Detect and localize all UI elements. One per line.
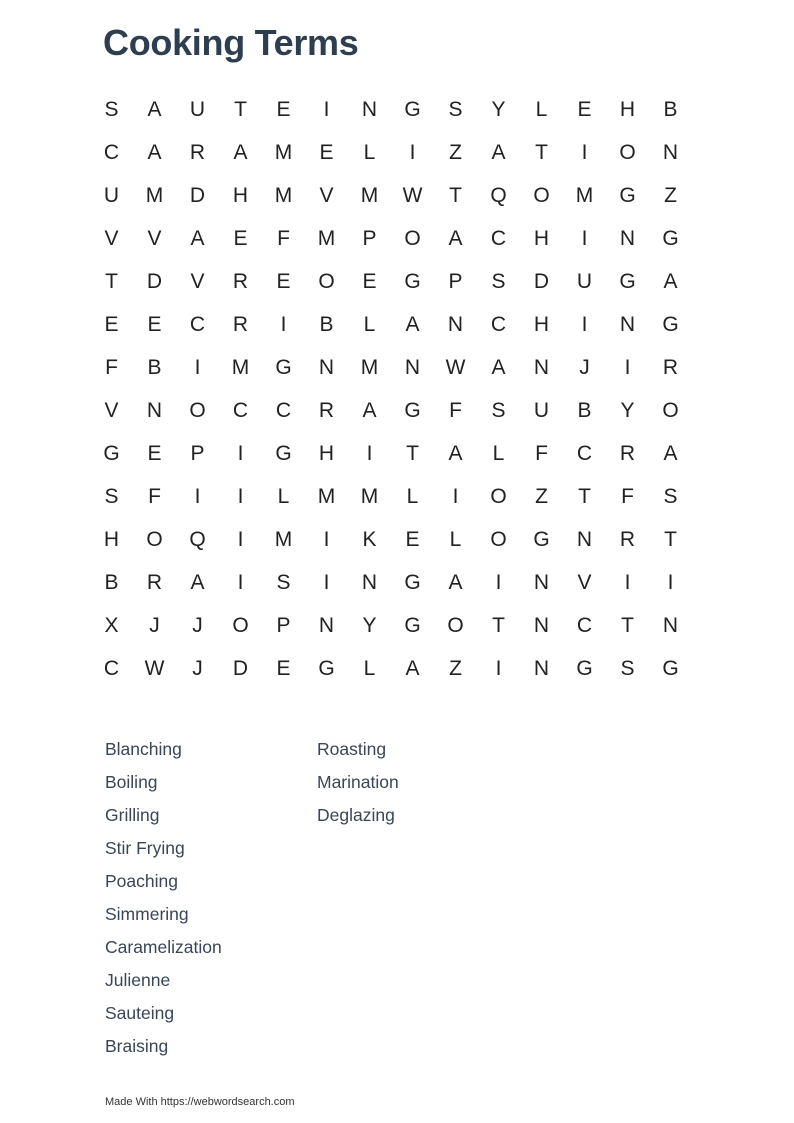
grid-letter: S	[104, 484, 119, 508]
grid-letter: O	[619, 140, 636, 164]
grid-letter: E	[319, 140, 334, 164]
grid-letter: T	[234, 97, 247, 121]
grid-letter: M	[360, 183, 379, 207]
grid-letter: H	[318, 441, 335, 465]
grid-letter: I	[194, 484, 201, 508]
grid-letter: E	[276, 656, 291, 680]
grid-letter: E	[362, 269, 377, 293]
grid-letter: W	[445, 355, 466, 379]
page-title: Cooking Terms	[103, 22, 359, 63]
grid-letter: B	[577, 398, 592, 422]
word-list-item: Stir Frying	[105, 838, 185, 858]
grid-letter: X	[104, 613, 119, 637]
grid-letter: N	[533, 570, 550, 594]
grid-letter: M	[274, 527, 293, 551]
grid-letter: V	[319, 183, 334, 207]
grid-letter: I	[409, 140, 416, 164]
grid-letter: I	[495, 656, 502, 680]
grid-letter: Y	[362, 613, 377, 637]
word-list-item: Blanching	[105, 739, 182, 759]
grid-letter: S	[491, 269, 506, 293]
grid-letter: V	[577, 570, 592, 594]
grid-letter: J	[192, 613, 203, 637]
letter-grid	[90, 88, 692, 690]
grid-letter: A	[362, 398, 377, 422]
word-list-item: Marination	[317, 772, 399, 792]
grid-letter: N	[533, 355, 550, 379]
grid-letter: F	[449, 398, 462, 422]
grid-letter: O	[533, 183, 550, 207]
grid-letter: M	[317, 484, 336, 508]
grid-letter: N	[619, 226, 636, 250]
grid-letter: E	[577, 97, 592, 121]
grid-letter: M	[575, 183, 594, 207]
grid-letter: N	[662, 140, 679, 164]
grid-letter: H	[619, 97, 636, 121]
grid-letter: O	[146, 527, 163, 551]
grid-letter: G	[103, 441, 120, 465]
grid-letter: A	[663, 269, 678, 293]
grid-letter: I	[323, 527, 330, 551]
grid-letter: G	[404, 269, 421, 293]
grid-letter: H	[103, 527, 120, 551]
grid-letter: L	[492, 441, 505, 465]
grid-letter: C	[576, 613, 593, 637]
grid-letter: C	[275, 398, 292, 422]
grid-letter: B	[319, 312, 334, 336]
grid-letter: T	[535, 140, 548, 164]
grid-letter: C	[576, 441, 593, 465]
grid-letter: G	[404, 613, 421, 637]
grid-letter: S	[620, 656, 635, 680]
grid-letter: M	[145, 183, 164, 207]
grid-letter: G	[533, 527, 550, 551]
grid-letter: G	[404, 398, 421, 422]
grid-letter: S	[491, 398, 506, 422]
grid-letter: M	[231, 355, 250, 379]
grid-letter: E	[276, 269, 291, 293]
word-list-item: Grilling	[105, 805, 160, 825]
grid-letter: M	[274, 140, 293, 164]
grid-letter: G	[404, 570, 421, 594]
grid-letter: I	[237, 484, 244, 508]
grid-letter: H	[533, 226, 550, 250]
grid-letter: W	[402, 183, 423, 207]
word-list-item: Sauteing	[105, 1003, 175, 1023]
grid-letter: O	[662, 398, 679, 422]
word-list-item: Roasting	[317, 739, 387, 759]
grid-letter: I	[323, 570, 330, 594]
grid-letter: N	[662, 613, 679, 637]
grid-letter: U	[533, 398, 550, 422]
grid-letter: C	[189, 312, 206, 336]
grid-letter: J	[192, 656, 203, 680]
grid-letter: U	[103, 183, 120, 207]
grid-letter: F	[105, 355, 118, 379]
grid-letter: E	[147, 441, 162, 465]
grid-letter: A	[448, 570, 463, 594]
grid-letter: G	[662, 312, 679, 336]
grid-letter: I	[581, 140, 588, 164]
grid-letter: G	[576, 656, 593, 680]
grid-letter: Z	[535, 484, 548, 508]
grid-letter: O	[490, 484, 507, 508]
grid-letter: I	[667, 570, 674, 594]
grid-letter: B	[147, 355, 162, 379]
grid-letter: N	[146, 398, 163, 422]
grid-letter: N	[619, 312, 636, 336]
grid-letter: K	[362, 527, 377, 551]
grid-letter: R	[146, 570, 163, 594]
grid-letter: V	[104, 398, 119, 422]
grid-letter: T	[492, 613, 505, 637]
grid-letter: J	[579, 355, 590, 379]
grid-letter: G	[275, 441, 292, 465]
grid-letter: N	[318, 613, 335, 637]
word-list-item: Caramelization	[105, 937, 222, 957]
grid-letter: O	[189, 398, 206, 422]
grid-letter: I	[624, 355, 631, 379]
grid-letter: G	[662, 226, 679, 250]
grid-letter: A	[405, 656, 420, 680]
grid-letter: A	[190, 226, 205, 250]
grid-letter: M	[360, 355, 379, 379]
grid-letter: V	[190, 269, 205, 293]
word-list	[105, 737, 529, 1067]
grid-letter: N	[533, 613, 550, 637]
grid-letter: A	[147, 140, 162, 164]
grid-letter: R	[232, 312, 249, 336]
grid-letter: L	[363, 656, 376, 680]
grid-letter: M	[360, 484, 379, 508]
grid-letter: M	[317, 226, 336, 250]
grid-letter: N	[404, 355, 421, 379]
grid-letter: I	[194, 355, 201, 379]
grid-letter: I	[581, 226, 588, 250]
grid-letter: D	[533, 269, 550, 293]
word-list-item: Boiling	[105, 772, 158, 792]
grid-letter: L	[535, 97, 548, 121]
grid-letter: I	[495, 570, 502, 594]
grid-letter: D	[189, 183, 206, 207]
grid-letter: S	[276, 570, 291, 594]
grid-letter: U	[576, 269, 593, 293]
word-list-item: Poaching	[105, 871, 178, 891]
grid-letter: A	[405, 312, 420, 336]
grid-letter: P	[362, 226, 377, 250]
grid-letter: L	[449, 527, 462, 551]
grid-letter: R	[619, 527, 636, 551]
grid-letter: O	[404, 226, 421, 250]
word-list-item: Simmering	[105, 904, 189, 924]
grid-letter: Q	[189, 527, 206, 551]
grid-letter: Q	[490, 183, 507, 207]
grid-letter: F	[148, 484, 161, 508]
grid-letter: P	[448, 269, 463, 293]
grid-letter: R	[619, 441, 636, 465]
grid-letter: C	[232, 398, 249, 422]
grid-letter: T	[105, 269, 118, 293]
grid-letter: A	[233, 140, 248, 164]
grid-letter: I	[237, 441, 244, 465]
grid-letter: T	[449, 183, 462, 207]
grid-letter: E	[405, 527, 420, 551]
grid-letter: I	[624, 570, 631, 594]
grid-letter: Z	[449, 656, 462, 680]
grid-letter: R	[189, 140, 206, 164]
grid-letter: I	[280, 312, 287, 336]
grid-letter: G	[619, 183, 636, 207]
grid-letter: R	[232, 269, 249, 293]
grid-letter: W	[144, 656, 165, 680]
grid-letter: N	[447, 312, 464, 336]
grid-letter: O	[232, 613, 249, 637]
grid-letter: G	[662, 656, 679, 680]
word-list-item: Deglazing	[317, 805, 395, 825]
grid-letter: Y	[491, 97, 506, 121]
grid-letter: F	[621, 484, 634, 508]
grid-letter: Z	[664, 183, 677, 207]
grid-letter: O	[490, 527, 507, 551]
grid-letter: D	[146, 269, 163, 293]
grid-letter: F	[535, 441, 548, 465]
grid-letter: A	[448, 441, 463, 465]
grid-letter: T	[406, 441, 419, 465]
grid-letter: A	[448, 226, 463, 250]
grid-letter: S	[104, 97, 119, 121]
grid-letter: P	[276, 613, 291, 637]
grid-letter: H	[232, 183, 249, 207]
grid-letter: F	[277, 226, 290, 250]
grid-letter: L	[406, 484, 419, 508]
grid-letter: C	[103, 656, 120, 680]
grid-letter: T	[578, 484, 591, 508]
grid-letter: C	[490, 312, 507, 336]
grid-letter: O	[447, 613, 464, 637]
grid-letter: J	[149, 613, 160, 637]
grid-letter: N	[318, 355, 335, 379]
grid-letter: A	[491, 140, 506, 164]
grid-letter: E	[147, 312, 162, 336]
grid-letter: I	[581, 312, 588, 336]
grid-letter: V	[104, 226, 119, 250]
grid-letter: A	[663, 441, 678, 465]
grid-letter: R	[662, 355, 679, 379]
grid-letter: G	[275, 355, 292, 379]
grid-letter: I	[452, 484, 459, 508]
grid-letter: D	[232, 656, 249, 680]
grid-letter: I	[366, 441, 373, 465]
grid-letter: C	[103, 140, 120, 164]
grid-letter: M	[274, 183, 293, 207]
grid-letter: S	[663, 484, 678, 508]
word-list-item: Braising	[105, 1036, 169, 1056]
grid-letter: N	[361, 97, 378, 121]
word-list-item: Julienne	[105, 970, 171, 990]
grid-letter: H	[533, 312, 550, 336]
grid-letter: S	[448, 97, 463, 121]
grid-letter: A	[147, 97, 162, 121]
grid-letter: I	[237, 527, 244, 551]
grid-letter: A	[190, 570, 205, 594]
grid-letter: T	[664, 527, 677, 551]
grid-letter: B	[104, 570, 119, 594]
grid-letter: G	[619, 269, 636, 293]
grid-letter: L	[363, 312, 376, 336]
grid-letter: E	[233, 226, 248, 250]
grid-letter: T	[621, 613, 634, 637]
grid-letter: O	[318, 269, 335, 293]
grid-letter: N	[361, 570, 378, 594]
grid-letter: E	[104, 312, 119, 336]
grid-letter: I	[323, 97, 330, 121]
grid-letter: Y	[620, 398, 635, 422]
grid-letter: G	[318, 656, 335, 680]
grid-letter: L	[363, 140, 376, 164]
grid-letter: U	[189, 97, 206, 121]
grid-letter: N	[533, 656, 550, 680]
grid-letter: I	[237, 570, 244, 594]
grid-letter: Z	[449, 140, 462, 164]
grid-letter: V	[147, 226, 162, 250]
grid-letter: L	[277, 484, 290, 508]
footer-credit: Made With https://webwordsearch.com	[105, 1096, 295, 1108]
grid-letter: B	[663, 97, 678, 121]
grid-letter: G	[404, 97, 421, 121]
grid-letter: P	[190, 441, 205, 465]
grid-letter: E	[276, 97, 291, 121]
grid-letter: A	[491, 355, 506, 379]
grid-letter: R	[318, 398, 335, 422]
grid-letter: C	[490, 226, 507, 250]
grid-letter: N	[576, 527, 593, 551]
